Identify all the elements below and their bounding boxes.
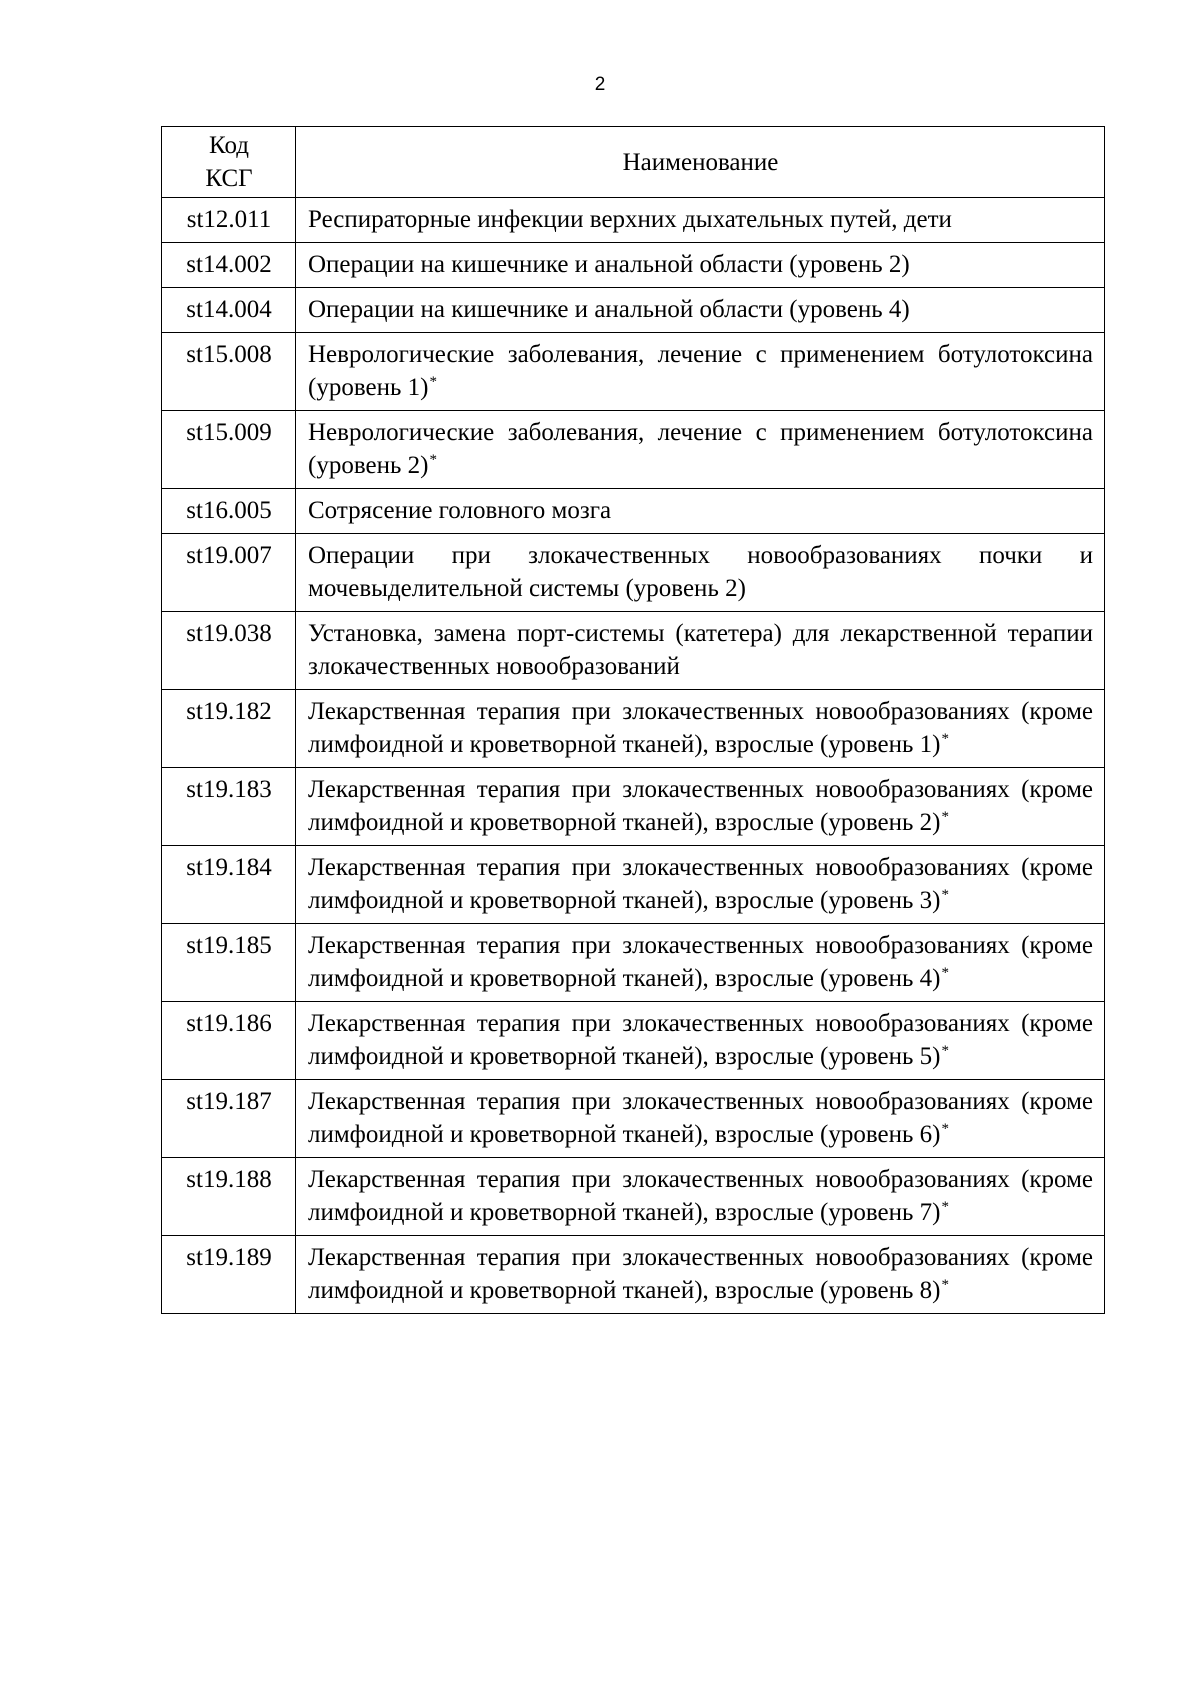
ksg-name-cell — [296, 768, 1105, 846]
ksg-name-cell — [296, 846, 1105, 924]
ksg-name-text: Сотрясение головного мозга — [308, 497, 612, 524]
ksg-code-cell: st19.182 — [162, 690, 296, 768]
ksg-name-cell — [296, 612, 1105, 690]
ksg-name-cell — [296, 243, 1105, 288]
ksg-name-cell — [296, 1080, 1105, 1158]
table-row — [162, 411, 1105, 489]
column-header-code-line2: КСГ — [205, 165, 253, 192]
ksg-name-cell — [296, 198, 1105, 243]
ksg-name-cell — [296, 1002, 1105, 1080]
footnote-marker: * — [429, 374, 437, 390]
ksg-name-text: Лекарственная терапия при злокачественных новообразованиях (кроме лимфоидной и кроветворной тканей), взрослые (уровень 1) — [308, 698, 1093, 758]
ksg-code-cell: st14.002 — [162, 243, 296, 288]
footnote-marker: * — [941, 731, 949, 747]
ksg-code-cell: st19.007 — [162, 534, 296, 612]
ksg-name-cell — [296, 924, 1105, 1002]
ksg-name-text: Неврологические заболевания, лечение с применением ботулотоксина (уровень 2) — [308, 419, 1093, 479]
ksg-name-cell — [296, 333, 1105, 411]
ksg-name-cell — [296, 534, 1105, 612]
ksg-code-cell: st19.185 — [162, 924, 296, 1002]
ksg-name-text: Операции на кишечнике и анальной области (уровень 2) — [308, 251, 910, 278]
table-row — [162, 846, 1105, 924]
ksg-code-cell: st16.005 — [162, 489, 296, 534]
table-row — [162, 198, 1105, 243]
ksg-name-text: Лекарственная терапия при злокачественных новообразованиях (кроме лимфоидной и кроветворной тканей), взрослые (уровень 8) — [308, 1244, 1093, 1304]
footnote-marker: * — [941, 887, 949, 903]
ksg-code-cell: st12.011 — [162, 198, 296, 243]
table-row — [162, 1080, 1105, 1158]
ksg-name-text: Лекарственная терапия при злокачественных новообразованиях (кроме лимфоидной и кроветворной тканей), взрослые (уровень 5) — [308, 1010, 1093, 1070]
table-body — [162, 198, 1105, 1314]
ksg-code-cell: st14.004 — [162, 288, 296, 333]
table-row — [162, 690, 1105, 768]
ksg-code-cell: st15.009 — [162, 411, 296, 489]
ksg-name-cell — [296, 288, 1105, 333]
ksg-name-cell — [296, 690, 1105, 768]
ksg-name-cell — [296, 1158, 1105, 1236]
table-row — [162, 1236, 1105, 1314]
ksg-code-cell: st19.184 — [162, 846, 296, 924]
ksg-name-text: Неврологические заболевания, лечение с применением ботулотоксина (уровень 1) — [308, 341, 1093, 401]
footnote-marker: * — [941, 809, 949, 825]
ksg-code-cell: st19.187 — [162, 1080, 296, 1158]
ksg-name-text: Лекарственная терапия при злокачественных новообразованиях (кроме лимфоидной и кроветворной тканей), взрослые (уровень 6) — [308, 1088, 1093, 1148]
table-row — [162, 924, 1105, 1002]
ksg-code-cell: st15.008 — [162, 333, 296, 411]
table-row — [162, 612, 1105, 690]
table-row — [162, 1002, 1105, 1080]
footnote-marker: * — [429, 452, 437, 468]
ksg-name-text: Лекарственная терапия при злокачественных новообразованиях (кроме лимфоидной и кроветворной тканей), взрослые (уровень 3) — [308, 854, 1093, 914]
table-row — [162, 1158, 1105, 1236]
footnote-marker: * — [941, 965, 949, 981]
table-row — [162, 243, 1105, 288]
table-row — [162, 489, 1105, 534]
column-header-code — [162, 127, 296, 198]
ksg-name-text: Лекарственная терапия при злокачественных новообразованиях (кроме лимфоидной и кроветворной тканей), взрослые (уровень 4) — [308, 932, 1093, 992]
column-header-code-line1: Код — [209, 132, 249, 159]
ksg-name-cell — [296, 1236, 1105, 1314]
ksg-code-cell: st19.188 — [162, 1158, 296, 1236]
column-header-name: Наименование — [296, 127, 1105, 198]
ksg-name-text: Респираторные инфекции верхних дыхательных путей, дети — [308, 206, 952, 233]
ksg-code-cell: st19.183 — [162, 768, 296, 846]
ksg-name-text: Установка, замена порт-системы (катетера) для лекарственной терапии злокачественных новообразований — [308, 620, 1093, 680]
table-header-row — [162, 127, 1105, 198]
ksg-code-cell: st19.038 — [162, 612, 296, 690]
ksg-name-cell — [296, 489, 1105, 534]
ksg-table — [161, 126, 1105, 1314]
footnote-marker: * — [941, 1277, 949, 1293]
ksg-name-text: Лекарственная терапия при злокачественных новообразованиях (кроме лимфоидной и кроветворной тканей), взрослые (уровень 7) — [308, 1166, 1093, 1226]
table-row — [162, 768, 1105, 846]
table-row — [162, 333, 1105, 411]
table-row — [162, 288, 1105, 333]
ksg-code-cell: st19.186 — [162, 1002, 296, 1080]
table-row — [162, 534, 1105, 612]
ksg-name-text: Операции на кишечнике и анальной области (уровень 4) — [308, 296, 910, 323]
ksg-name-cell — [296, 411, 1105, 489]
ksg-name-text: Операции при злокачественных новообразованиях почки и мочевыделительной системы (уровень 2) — [308, 542, 1093, 602]
footnote-marker: * — [941, 1121, 949, 1137]
page-number: 2 — [594, 74, 606, 95]
footnote-marker: * — [941, 1043, 949, 1059]
ksg-code-cell: st19.189 — [162, 1236, 296, 1314]
ksg-name-text: Лекарственная терапия при злокачественных новообразованиях (кроме лимфоидной и кроветворной тканей), взрослые (уровень 2) — [308, 776, 1093, 836]
footnote-marker: * — [941, 1199, 949, 1215]
